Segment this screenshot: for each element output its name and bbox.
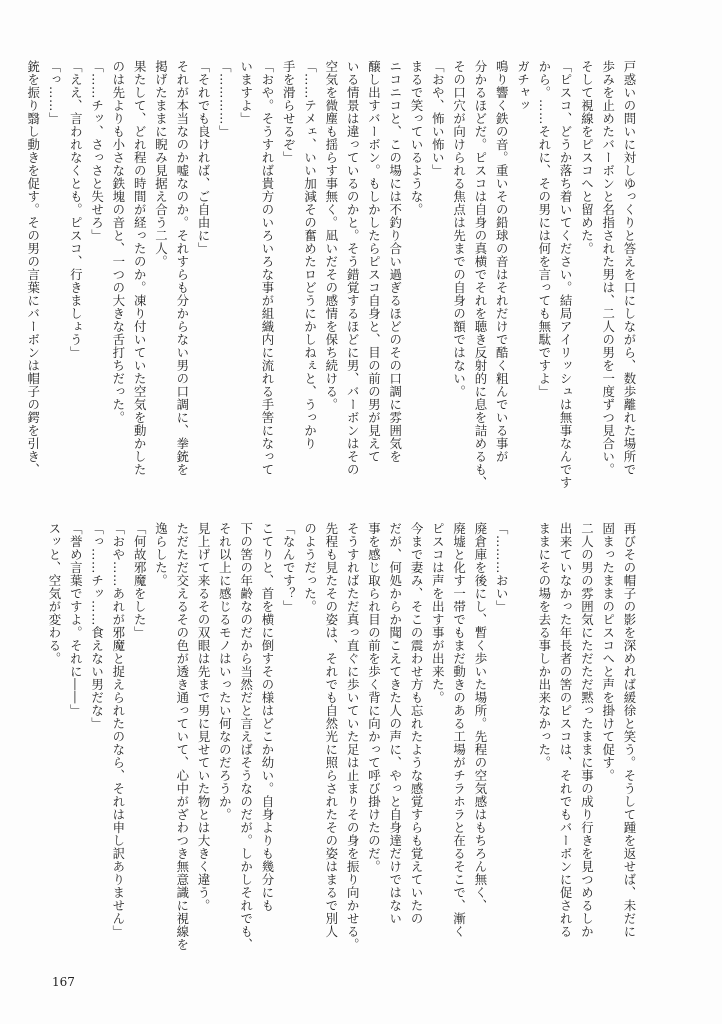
text-line: 固まったままのピスコへと声を掛けて促す。	[600, 522, 616, 782]
text-line: 「おや、怖い怖い」	[430, 60, 446, 177]
text-line: 醸し出すバーボン。もしかしたらピスコ自身と、目の前の男が見えて	[366, 60, 382, 463]
text-line: 先程も見たその姿は、それでも自然光に照らされたその姿はまるで別人	[323, 522, 339, 938]
text-line: まるで笑っているような。	[409, 60, 425, 216]
text-line: 空気を微塵も揺らす事無く。凪いだその感情を保ち続ける。	[323, 60, 339, 411]
text-line: 「……テメェ、いい加減その奮めたロどうにかしねぇと、うっかり	[302, 60, 318, 450]
text-line: その口穴が向けられる焦点は先までの自身の額ではない。	[451, 60, 467, 398]
text-line: だが、何処からか聞こえてきた人の声に、やっと自身達だけではない	[387, 522, 403, 925]
page-number: 167	[52, 975, 75, 989]
text-line: そうすればただ真っ直ぐに歩いていた足は止まりその身を振り向かせる。	[345, 522, 361, 951]
text-line: 事を感じ取られ目の前を歩く背に向かって呼び掛けたのだ。	[366, 522, 382, 873]
text-line: 手を滑らせるぞ」	[281, 60, 297, 164]
text-line	[512, 522, 533, 962]
text-line: 「ピスコ、どうか落ち着いてください。結局アイリッシュは無事なんです	[558, 60, 574, 489]
text-line: 「っ……チッ……食えない男だな」	[89, 522, 105, 730]
text-block-lower	[46, 522, 640, 962]
text-line: 廃倉庫を後にし、暫く歩いた場所。先程の空気感はもちろん無く、	[472, 522, 488, 912]
text-line: 「おや……あれが邪魔と捉えられたのなら、それは申し訳ありません」	[110, 522, 126, 938]
text-block-upper	[25, 60, 640, 506]
text-line: そして視線をピスコへと留めた。	[579, 60, 595, 255]
text-line: 「…………」	[217, 60, 233, 138]
text-line: から。……それに、その男には何を言っても無駄ですよ」	[536, 60, 552, 398]
text-line: スッと、空気が変わる。	[46, 522, 62, 665]
text-line: 再びその帽子の影を深めれば緩徐と笑う。そうして踵を返せば、未だに	[622, 522, 637, 938]
text-line: 掲げたままに睨み見据え合う二人。	[153, 60, 169, 268]
text-line: 「……チッ、さっさと失せろ」	[89, 60, 105, 242]
text-line: 果たして、どれ程の時間が経ったのか。凍り付いていた空気を動かした	[132, 60, 148, 476]
text-line: それが本当なのか嘘なのか。それすらも分からない男の口調に、拳銃を	[174, 60, 190, 476]
text-line: ただただ交えるその色が透き通っていて、心中がざわつき無意識に視線を	[174, 522, 190, 951]
text-line: いますよ」	[238, 60, 254, 125]
text-line: のは先よりも小さな鉄塊の音と、一つの大きな舌打ちだった。	[110, 60, 126, 424]
text-line: 歩みを止めたバーボンと名指された男は、二人の男を一度ずつ見合い。	[600, 60, 616, 476]
text-line: 廃墟と化す一帯でもまだ動きのある工場がチラホラと在るそこで、漸く	[451, 522, 467, 938]
text-line: ままにその場を去る事しか出来なかった。	[536, 522, 552, 769]
text-line: 「っ……」	[46, 60, 62, 125]
text-line: ピスコは声を出す事が出来た。	[430, 522, 446, 704]
text-line: いる情景は違っているのかと。そう錯覚するほどに男、バーボンはその	[345, 60, 361, 476]
text-line: 「それでも良ければ、ご自由に」	[196, 60, 212, 255]
text-line: 「なんです？」	[281, 522, 297, 613]
text-line: のようだった。	[302, 522, 318, 613]
text-line: 「ええ、言われなくとも。ピスコ、行きましょう」	[68, 60, 84, 359]
text-line: 見上げて来るその双眼は先まで男に見せていた物とは大きく違う。	[196, 522, 212, 912]
text-line: こてりと、首を横に倒すその様はどこか幼い。自身よりも幾分にも	[259, 522, 275, 912]
text-line: 戸惑いの問いに対しゆっくりと答えを口にしながら、数歩離れた場所で	[622, 60, 637, 476]
text-line: それ以上に感じるモノはいったい何なのだろうか。	[217, 522, 233, 821]
text-line: 鳴り響く鉄の音。重いその鉛球の音はそれだけで酷く粗んでいる事が	[494, 60, 510, 463]
text-line: 「何故邪魔をした」	[132, 522, 148, 639]
text-line: 今まで妻み、そこの震わせ方も忘れたような感覚すらも覚えていたの	[409, 522, 425, 925]
text-line: 「誉め言葉ですよ。それに――」	[68, 522, 84, 717]
text-line: 逸らした。	[153, 522, 169, 587]
text-line: 銃を振り翳し動きを促す。その男の言葉にバーボンは帽子の鍔を引き、	[25, 60, 41, 476]
text-line: ガチャッ	[515, 60, 531, 112]
text-line: 「………おい」	[494, 522, 510, 613]
text-line: ニコニコと、この場には不釣り合い過ぎるほどのその口調に雰囲気を	[387, 60, 403, 463]
text-line: 分かるほどだ。ピスコは自身の真横でそれを聴き反射的に息を詰めるも、	[472, 60, 488, 489]
text-line: 二人の男の雰囲気にただただ黙ったままに事の成り行きを見つめるしか	[579, 522, 595, 938]
text-line: 「おや。そうすれば貴方のいろいろな事が組織内に流れる手筈になって	[259, 60, 275, 476]
text-line: 下の筈の年齢なのだから当然だと言えばそうなのだが。しかしそれでも、	[238, 522, 254, 951]
text-line: 出来ていなかった年長者の筈のピスコは、それでもバーボンに促される	[558, 522, 574, 938]
